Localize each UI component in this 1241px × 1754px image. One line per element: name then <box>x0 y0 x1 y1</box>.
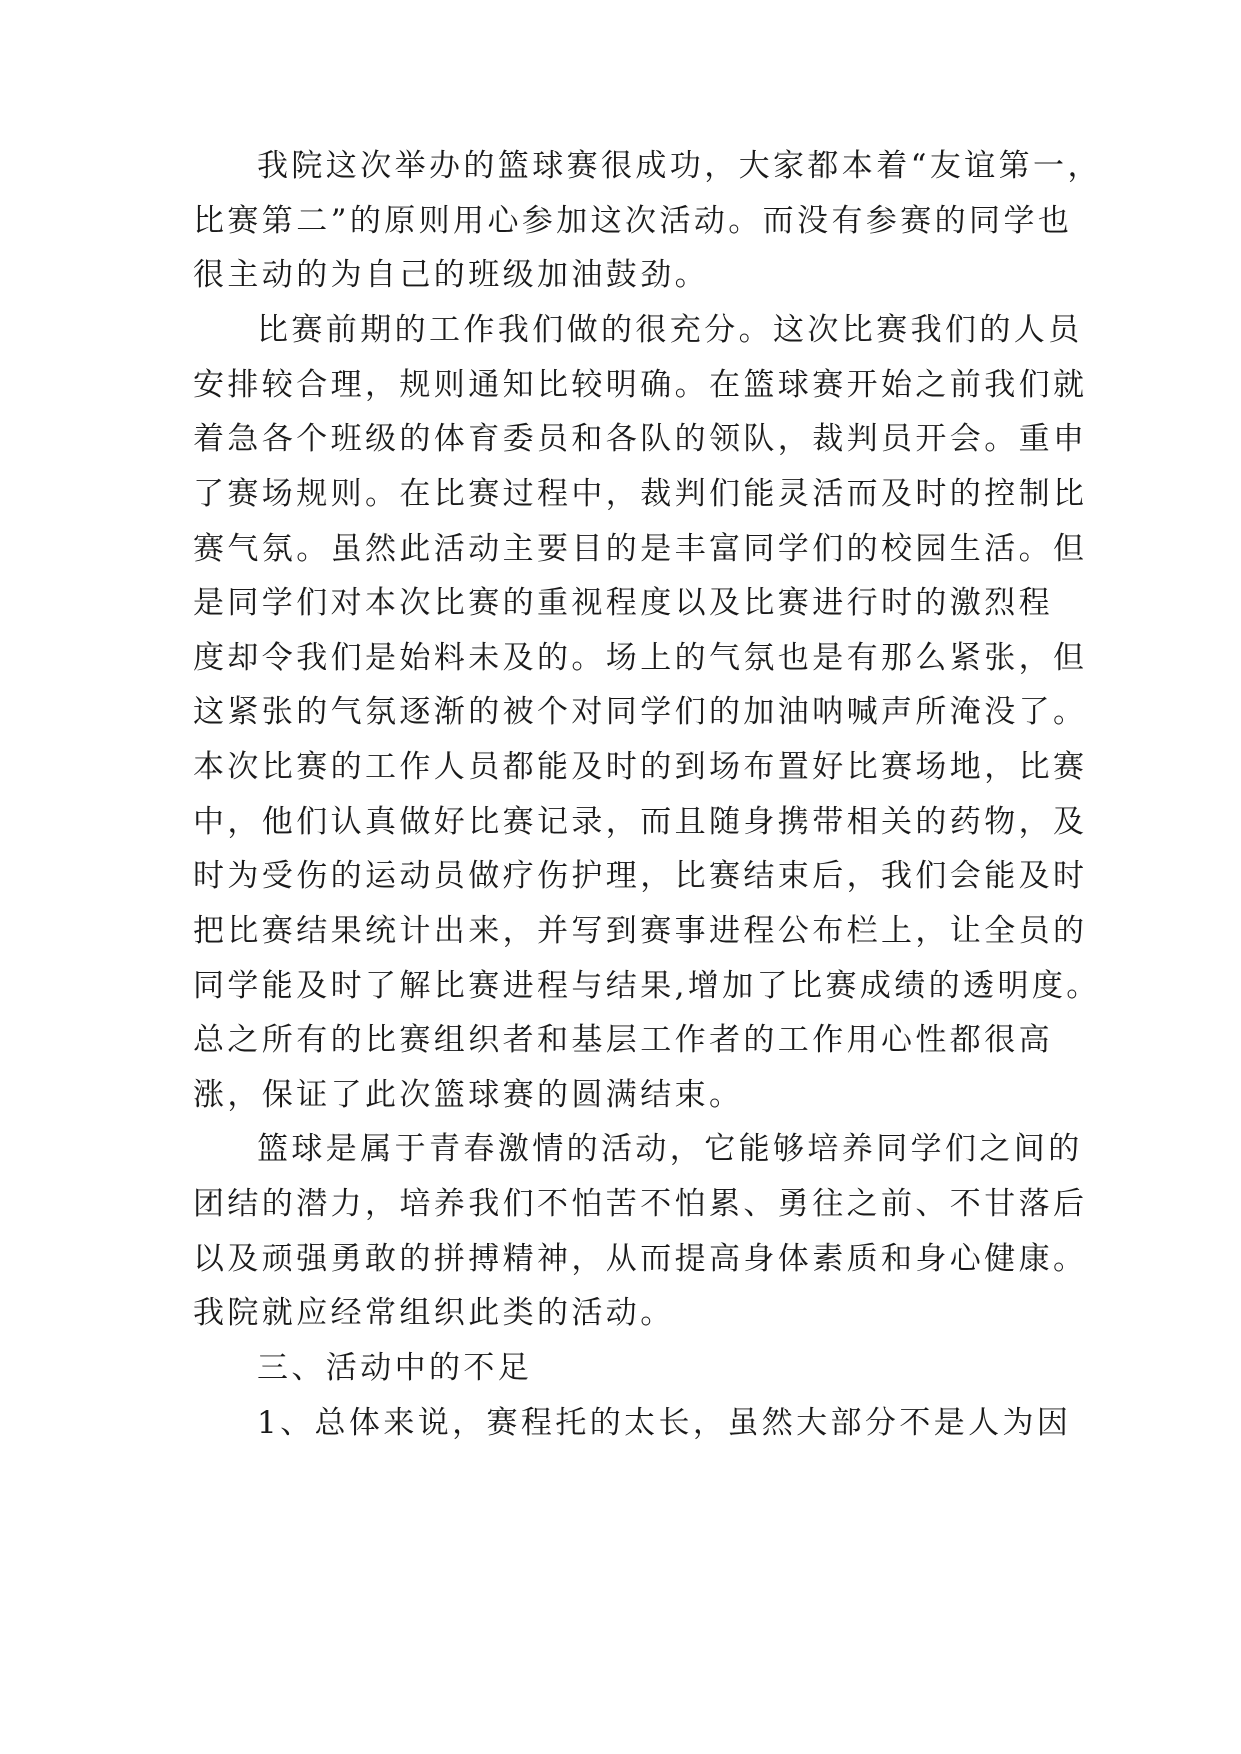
text-line: 以及顽强勇敢的拼搏精神，从而提高身体素质和身心健康。 <box>193 1241 1088 1277</box>
text-line: 1、总体来说，赛程托的太长，虽然大部分不是人为因 <box>257 1405 1072 1441</box>
text-line: 赛气氛。虽然此活动主要目的是丰富同学们的校园生活。但 <box>193 531 1088 567</box>
text-line: 总之所有的比赛组织者和基层工作者的工作用心性都很高 <box>193 1022 1053 1058</box>
text-line: 安排较合理，规则通知比较明确。在篮球赛开始之前我们就 <box>193 367 1088 403</box>
text-line: 本次比赛的工作人员都能及时的到场布置好比赛场地，比赛 <box>193 749 1088 785</box>
text-line: 时为受伤的运动员做疗伤护理，比赛结束后，我们会能及时 <box>193 858 1088 894</box>
text-line: 中，他们认真做好比赛记录，而且随身携带相关的药物，及 <box>193 804 1088 840</box>
section-heading: 三、活动中的不足 <box>257 1350 533 1386</box>
text-line: 度却令我们是始料未及的。场上的气氛也是有那么紧张，但 <box>193 640 1088 676</box>
text-line: 了赛场规则。在比赛过程中，裁判们能灵活而及时的控制比 <box>193 476 1088 512</box>
text-line: 比赛第二”的原则用心参加这次活动。而没有参赛的同学也 <box>193 203 1073 239</box>
text-line: 把比赛结果统计出来，并写到赛事进程公布栏上，让全员的 <box>193 913 1088 949</box>
text-line: 很主动的为自己的班级加油鼓劲。 <box>193 257 709 293</box>
text-line: 团结的潜力，培养我们不怕苦不怕累、勇往之前、不甘落后 <box>193 1186 1088 1222</box>
text-line: 比赛前期的工作我们做的很充分。这次比赛我们的人员 <box>257 312 1083 348</box>
text-line: 我院这次举办的篮球赛很成功，大家都本着“友谊第一， <box>257 148 1102 184</box>
text-line: 涨，保证了此次篮球赛的圆满结束。 <box>193 1077 744 1113</box>
text-line: 篮球是属于青春激情的活动，它能够培养同学们之间的 <box>257 1131 1083 1167</box>
text-line: 是同学们对本次比赛的重视程度以及比赛进行时的激烈程 <box>193 585 1053 621</box>
text-line: 着急各个班级的体育委员和各队的领队，裁判员开会。重申 <box>193 421 1088 457</box>
text-line: 这紧张的气氛逐渐的被个对同学们的加油呐喊声所淹没了。 <box>193 694 1088 730</box>
text-line: 同学能及时了解比赛进程与结果,增加了比赛成绩的透明度。 <box>193 968 1101 1004</box>
text-line: 我院就应经常组织此类的活动。 <box>193 1295 675 1331</box>
